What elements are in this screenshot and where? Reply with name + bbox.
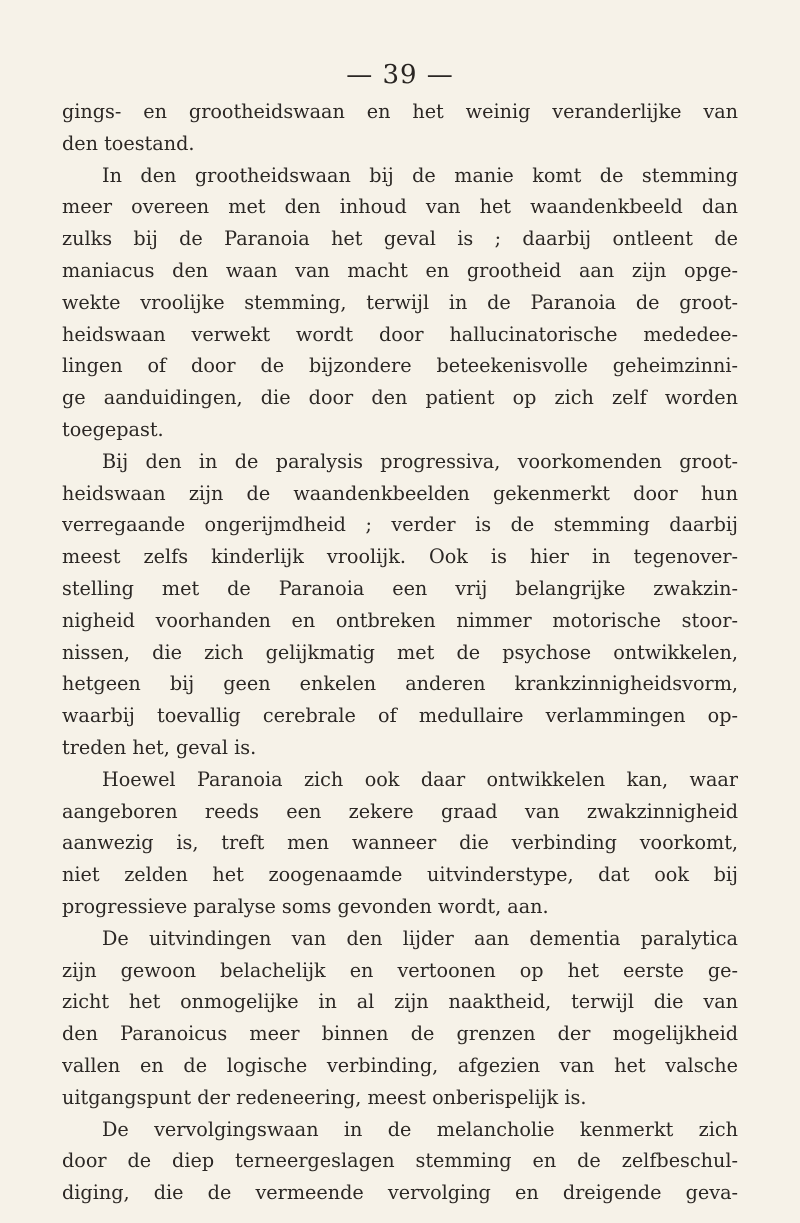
- text-line: treden het, geval is.: [62, 735, 257, 759]
- text-line: maniacus den waan van macht en grootheid aan zijn opge-: [62, 258, 738, 282]
- text-line: heidswaan verwekt wordt door hallucinatorische mededee-: [62, 322, 738, 346]
- text-line: zulks bij de Paranoia het geval is ; daarbij ontleent de: [62, 227, 738, 251]
- text-line: aangeboren reeds een zekere graad van zwakzinnigheid: [62, 799, 738, 823]
- text-line: De vervolgingswaan in de melancholie kenmerkt zich: [102, 1117, 738, 1141]
- text-line: waarbij toevallig cerebrale of medullaire verlammingen op-: [62, 704, 738, 728]
- text-line: ge aanduidingen, die door den patient op zich zelf worden: [62, 386, 738, 410]
- text-line: den Paranoicus meer binnen de grenzen der mogelijkheid: [62, 1022, 738, 1046]
- text-line: stelling met de Paranoia een vrij belangrijke zwakzin-: [62, 576, 738, 600]
- text-line: heidswaan zijn de waandenkbeelden gekenmerkt door hun: [62, 481, 738, 505]
- text-line: De uitvindingen van den lijder aan dementia paralytica: [102, 926, 738, 950]
- text-line: zicht het onmogelijke in al zijn naaktheid, terwijl die van: [62, 990, 738, 1014]
- text-line: gings- en grootheidswaan en het weinig veranderlijke van: [62, 100, 738, 123]
- text-line: verregaande ongerijmdheid ; verder is de stemming daarbij: [62, 513, 738, 537]
- text-line: vallen en de logische verbinding, afgezien van het valsche: [62, 1053, 738, 1077]
- text-line: lingen of door de bijzondere beteekenisvolle geheimzinni-: [62, 354, 738, 378]
- text-line: nigheid voorhanden en ontbreken nimmer motorische stoor-: [62, 608, 738, 632]
- text-line: diging, die de vermeende vervolging en dreigende geva-: [62, 1181, 738, 1205]
- text-line: den toestand.: [62, 131, 195, 155]
- text-line: door de diep terneergeslagen stemming en de zelfbeschul-: [62, 1149, 738, 1173]
- text-line: Hoewel Paranoia zich ook daar ontwikkelen kan, waar: [102, 767, 738, 791]
- body-text: [62, 96, 738, 1209]
- text-line: zijn gewoon belachelijk en vertoonen op het eerste ge-: [62, 958, 738, 982]
- text-line: meest zelfs kinderlijk vroolijk. Ook is hier in tegenover-: [62, 545, 738, 569]
- text-line: toegepast.: [62, 417, 164, 441]
- text-line: meer overeen met den inhoud van het waandenkbeeld dan: [62, 195, 738, 219]
- text-line: uitgangspunt der redeneering, meest onberispelijk is.: [62, 1085, 587, 1109]
- text-line: niet zelden het zoogenaamde uitvinderstype, dat ook bij: [62, 863, 738, 887]
- text-line: wekte vroolijke stemming, terwijl in de Paranoia de groot-: [62, 290, 738, 314]
- text-line: In den grootheidswaan bij de manie komt de stemming: [102, 163, 738, 187]
- text-line: Bij den in de paralysis progressiva, voorkomenden groot-: [102, 449, 738, 473]
- page-number: — 39 —: [346, 60, 454, 90]
- text-line: aanwezig is, treft men wanneer die verbinding voorkomt,: [62, 831, 738, 855]
- text-line: progressieve paralyse soms gevonden wordt, aan.: [62, 894, 549, 918]
- text-line: nissen, die zich gelijkmatig met de psychose ontwikkelen,: [62, 640, 738, 664]
- text-line: hetgeen bij geen enkelen anderen krankzinnigheidsvorm,: [62, 672, 738, 696]
